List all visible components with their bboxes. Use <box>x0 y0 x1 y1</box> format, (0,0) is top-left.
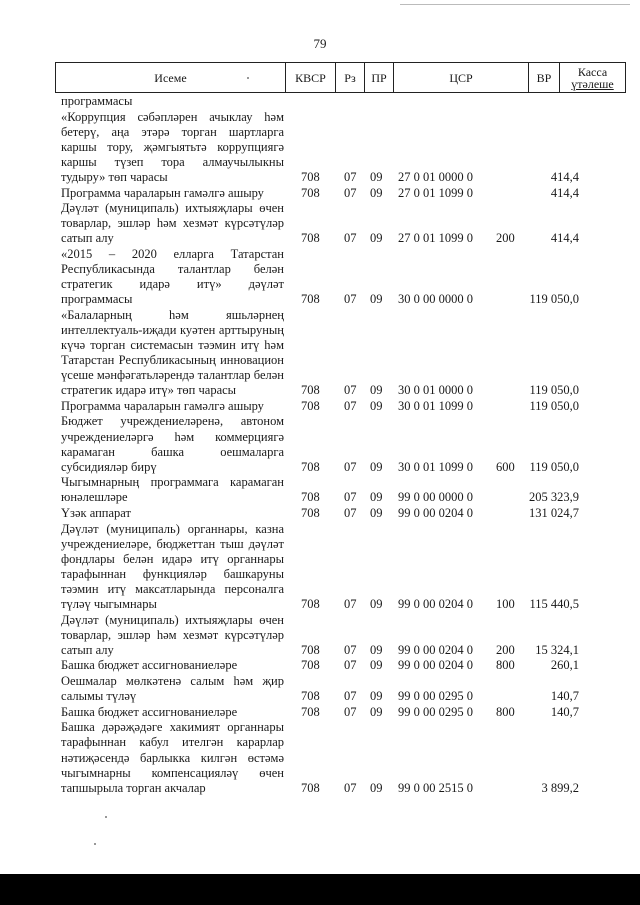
table-row <box>61 658 639 673</box>
cell-amount: 119 050,0 <box>529 383 579 398</box>
cell-kvsr: 708 <box>301 185 320 200</box>
cell-rz: 07 <box>344 169 357 184</box>
cell-kvsr: 708 <box>301 490 320 505</box>
top-rule <box>400 4 630 5</box>
cell-rz: 07 <box>344 642 357 657</box>
cell-csr: 99 0 00 0204 0 <box>398 506 473 521</box>
cell-name: Чыгымнарның программага карамаган юнәлешләре <box>61 475 284 505</box>
cell-csr: 30 0 01 0000 0 <box>398 383 473 398</box>
cell-csr: 99 0 00 2515 0 <box>398 780 473 795</box>
cell-name: Үзәк аппарат <box>61 506 131 521</box>
cell-amount: 115 440,5 <box>529 597 579 612</box>
table-row <box>61 475 639 505</box>
scan-speck <box>94 843 96 845</box>
cell-kvsr: 708 <box>301 292 320 307</box>
cell-csr: 99 0 00 0204 0 <box>398 642 473 657</box>
cell-amount: 15 324,1 <box>535 642 579 657</box>
cell-pr: 09 <box>370 169 383 184</box>
cell-rz: 07 <box>344 490 357 505</box>
header-kassa-line2: үтәлеше <box>571 76 614 91</box>
table-row <box>61 414 639 474</box>
table-row <box>61 506 639 521</box>
cell-csr: 99 0 00 0295 0 <box>398 689 473 704</box>
cell-kvsr: 708 <box>301 704 320 719</box>
cell-csr: 27 0 01 1099 0 <box>398 231 473 246</box>
cell-kvsr: 708 <box>301 597 320 612</box>
header-name: Исеме <box>56 63 286 92</box>
cell-pr: 09 <box>370 642 383 657</box>
cell-name: Дәүләт (муниципаль) ихтыяҗлары өчен товарлар, эшләр һәм хезмәт күрсәтүләр сатып алу <box>61 201 284 246</box>
cell-pr: 09 <box>370 597 383 612</box>
table-row <box>61 705 639 720</box>
table-row <box>61 720 639 795</box>
cell-name: Башка бюджет ассигнованиеләре <box>61 704 238 719</box>
cell-rz: 07 <box>344 689 357 704</box>
cell-name: «Коррупция сәбәпләрен ачыклау һәм бетерү, аңа этәрә торган шартларга каршы тору, җәмгыятьтә коррупциягә каршы түзеп тора алмаучылыкны тудыру» төп чарасы <box>61 109 284 184</box>
table-row <box>61 308 639 399</box>
header-csr: ЦСР <box>394 63 529 92</box>
header-rz: Рз <box>336 63 365 92</box>
table-row <box>61 613 639 658</box>
cell-rz: 07 <box>344 658 357 673</box>
header-vr: ВР <box>529 63 560 92</box>
cell-pr: 09 <box>370 780 383 795</box>
cell-name: Дәүләт (муниципаль) ихтыяҗлары өчен товарлар, эшләр һәм хезмәт күрсәтүләр сатып алу <box>61 612 284 657</box>
cell-rz: 07 <box>344 398 357 413</box>
cell-pr: 09 <box>370 383 383 398</box>
cell-pr: 09 <box>370 185 383 200</box>
cell-name: «2015 – 2020 елларга Татарстан Республикасында талантлар белән стратегик идарә итү» дәүләт программасы <box>61 246 284 307</box>
cell-rz: 07 <box>344 704 357 719</box>
cell-csr: 27 0 01 1099 0 <box>398 185 473 200</box>
cell-pr: 09 <box>370 506 383 521</box>
scan-border-bar <box>0 874 640 905</box>
header-kvsr: КВСР <box>286 63 336 92</box>
cell-name: Башка бюджет ассигнованиеләре <box>61 658 238 673</box>
cell-rz: 07 <box>344 383 357 398</box>
header-kassa-line1: Касса <box>577 64 608 79</box>
cell-kvsr: 708 <box>301 642 320 657</box>
scan-speck <box>105 816 107 818</box>
cell-vr: 200 <box>496 231 515 246</box>
cell-amount: 205 323,9 <box>529 490 579 505</box>
table-row <box>61 247 639 307</box>
cell-amount: 119 050,0 <box>529 292 579 307</box>
cell-name: Программа чараларын гамәлгә ашыру <box>61 398 264 413</box>
cell-csr: 30 0 01 1099 0 <box>398 459 473 474</box>
cell-kvsr: 708 <box>301 780 320 795</box>
cell-rz: 07 <box>344 185 357 200</box>
cell-kvsr: 708 <box>301 169 320 184</box>
table-body <box>61 94 639 796</box>
cell-amount: 260,1 <box>550 658 579 673</box>
table-row <box>61 674 639 704</box>
cell-rz: 07 <box>344 506 357 521</box>
cell-pr: 09 <box>370 658 383 673</box>
cell-amount: 140,7 <box>550 704 579 719</box>
cell-csr: 99 0 00 0295 0 <box>398 704 473 719</box>
cell-vr: 100 <box>496 597 515 612</box>
cell-kvsr: 708 <box>301 459 320 474</box>
table-row <box>61 110 639 185</box>
cell-pr: 09 <box>370 490 383 505</box>
cell-kvsr: 708 <box>301 658 320 673</box>
cell-amount: 119 050,0 <box>529 398 579 413</box>
cell-csr: 99 0 00 0000 0 <box>398 490 473 505</box>
cell-amount: 131 024,7 <box>529 506 579 521</box>
cell-pr: 09 <box>370 231 383 246</box>
cell-amount: 414,4 <box>550 185 579 200</box>
cell-name: Оешмалар мөлкәтенә салым һәм җир салымы түләү <box>61 674 284 704</box>
cell-kvsr: 708 <box>301 231 320 246</box>
cell-pr: 09 <box>370 459 383 474</box>
cell-pr: 09 <box>370 689 383 704</box>
cell-name: Бюджет учреждениеләренә, автоном учреждениеләргә һәм коммерциягә карамаган башка оешмаларга субсидияләр бирү <box>61 414 284 474</box>
cell-amount: 119 050,0 <box>529 459 579 474</box>
scan-speck <box>247 77 249 79</box>
cell-name: программасы <box>61 94 133 108</box>
cell-amount: 414,4 <box>550 231 579 246</box>
cell-name: Дәүләт (муниципаль) органнары, казна учреждениеләре, бюджеттан тыш дәүләт фондлары белән идарә итү органнары тарафыннан функцияләр башкаруны тәэмин итү максатларында персоналга түләү чыгымнары <box>61 521 284 612</box>
table-row <box>61 186 639 201</box>
cell-vr: 800 <box>496 704 515 719</box>
cell-pr: 09 <box>370 292 383 307</box>
cell-kvsr: 708 <box>301 689 320 704</box>
cell-rz: 07 <box>344 780 357 795</box>
cell-pr: 09 <box>370 704 383 719</box>
cell-name: «Балаларның һәм яшьләрнең интеллектуаль-иҗади куәтен арттыруның күчә торган системасын тәэмин итү һәм Татарстан Республикасының инновацион үсеше мәнфәгатьләрендә талантлар белән стратегик идарә итү» төп чарасы <box>61 307 284 398</box>
table-row <box>61 201 639 246</box>
table-row <box>61 522 639 613</box>
cell-rz: 07 <box>344 231 357 246</box>
cell-pr: 09 <box>370 398 383 413</box>
cell-amount: 414,4 <box>550 169 579 184</box>
cell-rz: 07 <box>344 597 357 612</box>
cell-amount: 3 899,2 <box>541 780 579 795</box>
table-row <box>61 94 639 109</box>
cell-kvsr: 708 <box>301 398 320 413</box>
header-pr: ПР <box>365 63 394 92</box>
cell-amount: 140,7 <box>550 689 579 704</box>
header-kassa <box>560 63 625 92</box>
cell-vr: 600 <box>496 459 515 474</box>
cell-csr: 99 0 00 0204 0 <box>398 658 473 673</box>
cell-vr: 800 <box>496 658 515 673</box>
page-number: 79 <box>313 36 327 51</box>
cell-name: Башка дәрәҗәдәге хакимият органнары тарафыннан кабул ителгән карарлар нәтиҗәсендә барлыкка килгән өстәмә чыгымнарны компенсацияләү өчен тапшырыла торган акчалар <box>61 720 284 795</box>
cell-csr: 99 0 00 0204 0 <box>398 597 473 612</box>
cell-rz: 07 <box>344 292 357 307</box>
cell-csr: 30 0 00 0000 0 <box>398 292 473 307</box>
cell-rz: 07 <box>344 459 357 474</box>
cell-kvsr: 708 <box>301 506 320 521</box>
cell-csr: 30 0 01 1099 0 <box>398 398 473 413</box>
table-header <box>55 62 626 93</box>
cell-vr: 200 <box>496 642 515 657</box>
cell-kvsr: 708 <box>301 383 320 398</box>
cell-name: Программа чараларын гамәлгә ашыру <box>61 185 264 200</box>
cell-csr: 27 0 01 0000 0 <box>398 169 473 184</box>
table-row <box>61 399 639 414</box>
